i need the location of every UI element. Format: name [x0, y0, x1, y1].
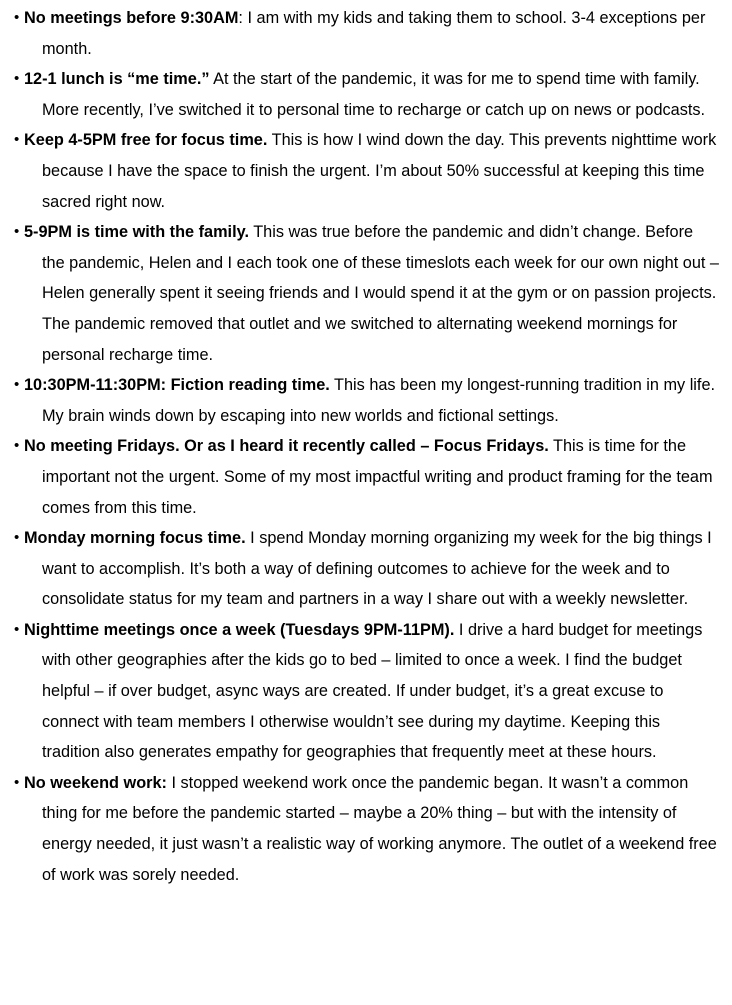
bullet-icon: • — [14, 131, 20, 149]
item-text: This was true before the pandemic and didn’t change. Before the pandemic, Helen and I each took one of these timeslots each week for our own night out – Helen generally spent it seeing friends and I would spend it at the gym or on passion projects. The pandemic removed that outlet and we switched to alternating weekend mornings for personal recharge time. — [42, 223, 719, 364]
bullet-icon: • — [14, 620, 20, 638]
item-lead: 5-9PM is time with the family. — [24, 223, 249, 242]
item-text: I stopped weekend work once the pandemic began. It wasn’t a common thing for me before the pandemic started – maybe a 20% thing – but with the intensity of energy needed, it just wasn’t a realistic way of working anymore. The outlet of a weekend free of work was sorely needed. — [42, 773, 717, 884]
item-lead: Monday morning focus time. — [24, 529, 246, 548]
list-item — [14, 125, 720, 217]
item-lead: No meeting Fridays. Or as I heard it recently called – Focus Fridays. — [24, 437, 549, 456]
list-item — [14, 523, 720, 615]
item-text: I spend Monday morning organizing my week for the big things I want to accomplish. It’s both a way of defining outcomes to achieve for the week and to consolidate status for my team and partners in a way I share out with a weekly newsletter. — [42, 529, 712, 609]
bullet-icon: • — [14, 376, 20, 394]
item-text: I drive a hard budget for meetings with other geographies after the kids go to bed – limited to once a week. I find the budget helpful – if over budget, async ways are created. If under budget, it’s a great excuse to connect with team members I otherwise wouldn’t see during my daytime. Keeping this tradition also generates empathy for geographies that frequently meet at these hours. — [42, 620, 703, 762]
item-text: This is how I wind down the day. This prevents nighttime work because I have the space to finish the urgent. I’m about 50% successful at keeping this time sacred right now. — [42, 131, 717, 211]
list-item — [14, 64, 720, 125]
bullet-icon: • — [14, 70, 20, 88]
item-text: At the start of the pandemic, it was for me to spend time with family. More recently, I’ve switched it to personal time to recharge or catch up on news or podcasts. — [42, 70, 706, 119]
list-item — [14, 768, 720, 890]
item-lead: Keep 4-5PM free for focus time. — [24, 131, 268, 150]
item-lead: No weekend work: — [24, 773, 167, 792]
bullet-icon: • — [14, 773, 20, 791]
item-text: This has been my longest-running tradition in my life. My brain winds down by escaping into new worlds and fictional settings. — [42, 376, 716, 425]
item-lead: No meetings before 9:30AM — [24, 9, 239, 27]
bullet-icon: • — [14, 9, 20, 26]
bullet-icon: • — [14, 529, 20, 547]
list-item — [14, 431, 720, 523]
bullet-icon: • — [14, 437, 20, 455]
list-item — [14, 217, 720, 370]
bullet-icon: • — [14, 223, 20, 241]
list-item — [14, 370, 720, 431]
item-lead: Nighttime meetings once a week (Tuesdays 9PM-11PM). — [24, 620, 455, 639]
item-lead: 10:30PM-11:30PM: Fiction reading time. — [24, 376, 330, 395]
item-lead: 12-1 lunch is “me time.” — [24, 70, 210, 89]
bullet-list — [14, 3, 720, 890]
list-item — [14, 615, 720, 768]
item-text: : I am with my kids and taking them to school. 3-4 exceptions per month. — [42, 9, 706, 58]
item-text: This is time for the important not the urgent. Some of my most impactful writing and product framing for the team comes from this time. — [42, 437, 713, 517]
list-item — [14, 3, 720, 64]
